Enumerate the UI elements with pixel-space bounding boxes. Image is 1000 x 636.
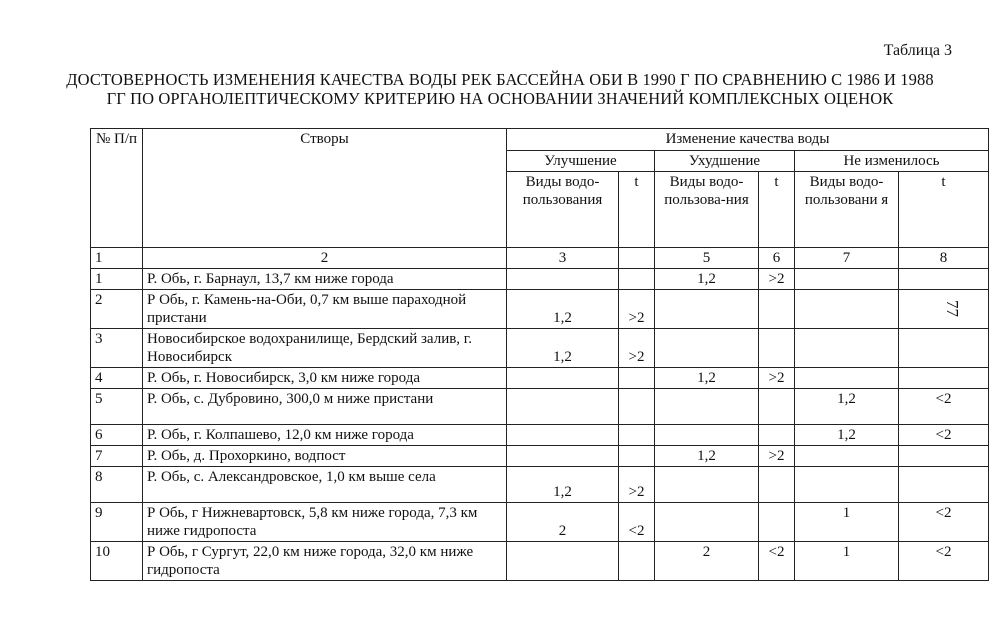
row-number: 7: [91, 446, 143, 467]
table-row: [91, 290, 989, 329]
header-change: Изменение качества воды: [507, 129, 989, 151]
row-worse-use: [655, 425, 759, 446]
row-nochange-use: 1: [795, 542, 899, 581]
row-nochange-use: [795, 467, 899, 503]
row-improve-t: [619, 368, 655, 389]
header-use-worse: Виды водо-пользова-ния: [655, 172, 759, 248]
row-improve-use: [507, 389, 619, 425]
row-worse-t: <2: [759, 542, 795, 581]
row-improve-use: 1,2: [507, 467, 619, 503]
table-label: Таблица 3: [883, 42, 952, 59]
row-number: 3: [91, 329, 143, 368]
header-num: № П/п: [91, 129, 143, 248]
row-site: Р Обь, г Сургут, 22,0 км ниже города, 32,0 км ниже гидропоста: [143, 542, 507, 581]
row-site: Новосибирское водохранилище, Бердский залив, г. Новосибирск: [143, 329, 507, 368]
header-t-worse: t: [759, 172, 795, 248]
row-nochange-use: 1,2: [795, 425, 899, 446]
table-row: [91, 503, 989, 542]
row-improve-t: [619, 269, 655, 290]
row-worse-t: [759, 467, 795, 503]
row-improve-t: >2: [619, 290, 655, 329]
row-nochange-t: <2: [899, 542, 989, 581]
col-number: 1: [91, 248, 143, 269]
row-site: Р. Обь, с. Александровское, 1,0 км выше села: [143, 467, 507, 503]
row-improve-use: [507, 368, 619, 389]
row-site: Р. Обь, д. Прохоркино, водпост: [143, 446, 507, 467]
row-site: Р. Обь, г. Барнаул, 13,7 км ниже города: [143, 269, 507, 290]
row-improve-t: >2: [619, 467, 655, 503]
row-nochange-use: [795, 368, 899, 389]
row-worse-t: [759, 329, 795, 368]
row-worse-use: [655, 290, 759, 329]
table-row: [91, 389, 989, 425]
row-site: Р. Обь, г. Колпашево, 12,0 км ниже города: [143, 425, 507, 446]
row-worse-t: [759, 425, 795, 446]
row-worse-t: [759, 290, 795, 329]
row-number: 9: [91, 503, 143, 542]
row-worse-t: [759, 389, 795, 425]
row-worse-t: >2: [759, 269, 795, 290]
row-worse-use: [655, 503, 759, 542]
row-improve-use: 2: [507, 503, 619, 542]
row-number: 6: [91, 425, 143, 446]
row-nochange-t: [899, 329, 989, 368]
col-number: 6: [759, 248, 795, 269]
row-worse-use: [655, 467, 759, 503]
col-number: 2: [143, 248, 507, 269]
row-improve-use: [507, 446, 619, 467]
table-row: [91, 542, 989, 581]
table-row: [91, 368, 989, 389]
row-site: Р. Обь, г. Новосибирск, 3,0 км ниже города: [143, 368, 507, 389]
row-worse-t: >2: [759, 368, 795, 389]
row-nochange-use: [795, 329, 899, 368]
row-nochange-t: <2: [899, 389, 989, 425]
row-improve-t: [619, 446, 655, 467]
row-improve-t: [619, 542, 655, 581]
row-site: Р Обь, г. Камень-на-Оби, 0,7 км выше параходной пристани: [143, 290, 507, 329]
row-number: 1: [91, 269, 143, 290]
row-improve-t: <2: [619, 503, 655, 542]
header-t-improve: t: [619, 172, 655, 248]
header-improve: Улучшение: [507, 151, 655, 172]
row-nochange-t: [899, 467, 989, 503]
header-nochange: Не изменилось: [795, 151, 989, 172]
row-nochange-t: <2: [899, 425, 989, 446]
header-use-nochange: Виды водо-пользовани я: [795, 172, 899, 248]
row-improve-t: [619, 425, 655, 446]
row-worse-t: [759, 503, 795, 542]
row-nochange-t: [899, 368, 989, 389]
row-nochange-t: [899, 269, 989, 290]
row-worse-use: 1,2: [655, 446, 759, 467]
row-improve-use: [507, 542, 619, 581]
row-site: Р Обь, г Нижневартовск, 5,8 км ниже города, 7,3 км ниже гидропоста: [143, 503, 507, 542]
row-improve-use: [507, 269, 619, 290]
row-site: Р. Обь, с. Дубровино, 300,0 м ниже пристани: [143, 389, 507, 425]
row-nochange-t: <2: [899, 503, 989, 542]
header-use-improve: Виды водо-пользования: [507, 172, 619, 248]
row-nochange-use: 1: [795, 503, 899, 542]
row-number: 10: [91, 542, 143, 581]
table-row: [91, 467, 989, 503]
document-title: ДОСТОВЕРНОСТЬ ИЗМЕНЕНИЯ КАЧЕСТВА ВОДЫ РЕК БАССЕЙНА ОБИ В 1990 Г ПО СРАВНЕНИЮ С 1986 И 1988 ГГ ПО ОРГАНОЛЕПТИЧЕСКОМУ КРИТЕРИЮ НА ОСНОВАНИИ ЗНАЧЕНИЙ КОМПЛЕКСНЫХ ОЦЕНОК: [66, 70, 934, 108]
row-improve-use: 1,2: [507, 329, 619, 368]
row-worse-use: [655, 389, 759, 425]
col-number: 5: [655, 248, 759, 269]
col-number: [619, 248, 655, 269]
header-stvory: Створы: [143, 129, 507, 248]
table-row: [91, 446, 989, 467]
row-number: 8: [91, 467, 143, 503]
row-nochange-use: 1,2: [795, 389, 899, 425]
row-improve-t: >2: [619, 329, 655, 368]
water-quality-table: [90, 128, 989, 581]
row-nochange-use: [795, 446, 899, 467]
row-improve-use: [507, 425, 619, 446]
table-row: [91, 329, 989, 368]
header-worse: Ухудшение: [655, 151, 795, 172]
row-number: 5: [91, 389, 143, 425]
table-row: [91, 425, 989, 446]
column-number-row: [91, 248, 989, 269]
row-nochange-use: [795, 290, 899, 329]
row-worse-use: 1,2: [655, 269, 759, 290]
row-improve-use: 1,2: [507, 290, 619, 329]
page-number: 77: [943, 300, 962, 317]
row-worse-use: 1,2: [655, 368, 759, 389]
row-worse-use: 2: [655, 542, 759, 581]
table-row: [91, 269, 989, 290]
col-number: 7: [795, 248, 899, 269]
row-number: 2: [91, 290, 143, 329]
row-nochange-use: [795, 269, 899, 290]
col-number: 3: [507, 248, 619, 269]
row-worse-t: >2: [759, 446, 795, 467]
col-number: 8: [899, 248, 989, 269]
header-t-nochange: t: [899, 172, 989, 248]
row-nochange-t: [899, 446, 989, 467]
row-number: 4: [91, 368, 143, 389]
row-improve-t: [619, 389, 655, 425]
row-worse-use: [655, 329, 759, 368]
row-nochange-t: [899, 290, 989, 329]
